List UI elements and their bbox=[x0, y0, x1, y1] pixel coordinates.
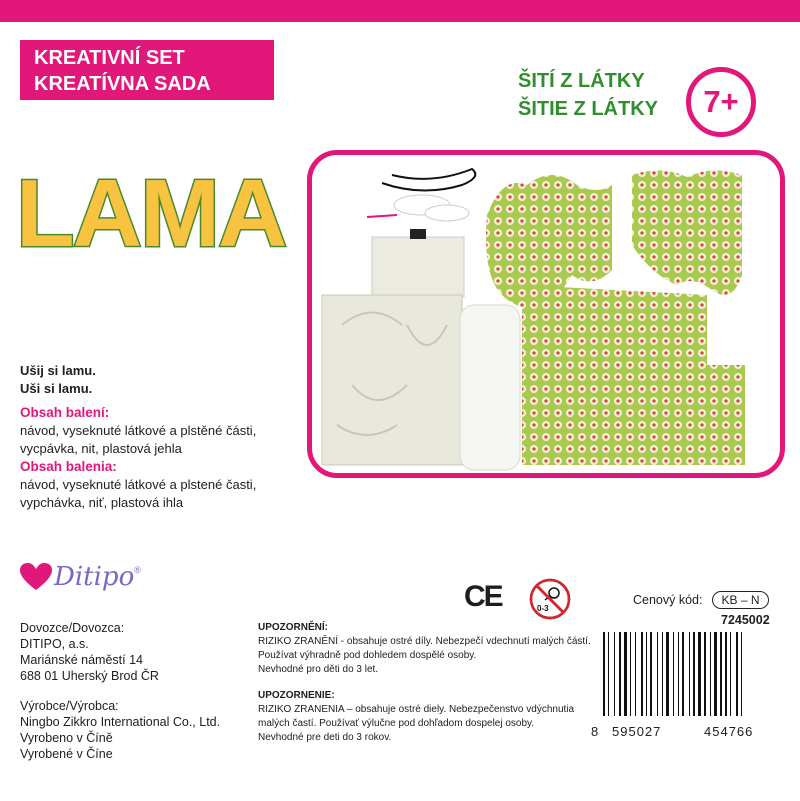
barcode-bar bbox=[646, 632, 647, 716]
product-title-text: LAMA bbox=[16, 160, 286, 260]
warning-heading-sk: UPOZORNENIE: bbox=[258, 690, 335, 701]
barcode-bar bbox=[666, 632, 669, 716]
brand-name: Ditipo bbox=[54, 562, 135, 592]
barcode-bar bbox=[710, 632, 711, 716]
barcode-bar bbox=[720, 632, 722, 716]
contents-cz-line1: návod, vyseknuté látkové a plstěné části, bbox=[20, 423, 257, 438]
ean-barcode bbox=[591, 632, 781, 724]
barcode-bar bbox=[714, 632, 717, 716]
barcode-bar bbox=[704, 632, 706, 716]
warning-heading-cz: UPOZORNĚNÍ: bbox=[258, 622, 328, 633]
tagline-cz: Ušij si lamu. bbox=[20, 363, 96, 378]
set-type-banner bbox=[20, 40, 274, 100]
price-code-box: KB – N bbox=[712, 591, 768, 609]
age-badge: 7+ bbox=[686, 67, 756, 137]
barcode-bar bbox=[698, 632, 701, 716]
not-for-under-3-icon bbox=[527, 576, 573, 622]
price-code bbox=[633, 591, 769, 609]
set-type-cz: KREATIVNÍ SET bbox=[34, 47, 185, 69]
importer-name: DITIPO, a.s. bbox=[20, 637, 89, 651]
barcode-bar bbox=[741, 632, 742, 716]
price-label: Cenový kód: bbox=[633, 593, 703, 607]
importer-city: 688 01 Uherský Brod ČR bbox=[20, 669, 159, 683]
barcode-bar bbox=[630, 632, 631, 716]
producer-info bbox=[20, 698, 220, 762]
importer-street: Mariánské náměstí 14 bbox=[20, 653, 143, 667]
safety-warnings bbox=[258, 621, 598, 745]
barcode-bar bbox=[673, 632, 674, 716]
barcode-digits-left: 595027 bbox=[612, 724, 662, 739]
heart-icon bbox=[20, 563, 52, 591]
barcode-bar bbox=[678, 632, 679, 716]
warning-sk-line3: Nevhodné pre deti do 3 rokov. bbox=[258, 732, 392, 743]
contents-sk-line2: vypchávka, niť, plastová ihla bbox=[20, 495, 184, 510]
warning-cz-line2: Používat výhradně pod dohledem dospělé osoby. bbox=[258, 650, 477, 661]
warning-sk-line2: malých častí. Používať výlučne pod dohľadom dospelej osoby. bbox=[258, 718, 535, 729]
set-type-sk: KREATÍVNA SADA bbox=[34, 73, 211, 95]
contents-cz-line2: vycpávka, nit, plastová jehla bbox=[20, 441, 182, 456]
barcode-digits-right: 454766 bbox=[704, 724, 754, 739]
warning-cz-line1: RIZIKO ZRANĚNÍ - obsahuje ostré díly. Nebezpečí vdechnutí malých částí. bbox=[258, 636, 591, 647]
barcode-bar bbox=[614, 632, 615, 716]
top-pink-band bbox=[0, 0, 800, 22]
importer-label: Dovozce/Dovozca: bbox=[20, 621, 125, 635]
barcode-bar bbox=[725, 632, 727, 716]
producer-label: Výrobce/Výrobca: bbox=[20, 699, 119, 713]
barcode-bar bbox=[650, 632, 652, 716]
warning-sk-line1: RIZIKO ZRANENIA – obsahuje ostré diely. Nebezpečenstvo vdýchnutia bbox=[258, 704, 575, 715]
barcode-bar bbox=[641, 632, 643, 716]
contents-sk-line1: návod, vyseknuté látkové a plstené časti, bbox=[20, 477, 257, 492]
barcode-bar bbox=[693, 632, 695, 716]
contents-heading-sk: Obsah balenia: bbox=[20, 459, 117, 474]
barcode-bar bbox=[608, 632, 609, 716]
barcode-bar bbox=[624, 632, 627, 716]
barcode-bar bbox=[689, 632, 690, 716]
contents-heading-cz: Obsah balení: bbox=[20, 405, 110, 420]
ce-mark: CE bbox=[464, 580, 502, 613]
barcode-bar bbox=[662, 632, 663, 716]
barcode-bar bbox=[730, 632, 731, 716]
barcode-digit-lead: 8 bbox=[591, 724, 600, 739]
producer-name: Ningbo Zikkro International Co., Ltd. bbox=[20, 715, 221, 729]
barcode-bar bbox=[635, 632, 636, 716]
activity-title bbox=[518, 67, 658, 123]
age-warning-label: 0-3 bbox=[537, 604, 549, 613]
activity-title-sk: ŠITIE Z LÁTKY bbox=[518, 98, 658, 120]
product-contents-photo bbox=[307, 150, 785, 478]
barcode-bar bbox=[603, 632, 605, 716]
tagline-sk: Uši si lamu. bbox=[20, 381, 93, 396]
warning-cz-line3: Nevhodné pro děti do 3 let. bbox=[258, 664, 379, 675]
product-code: 7245002 bbox=[721, 613, 770, 627]
activity-title-cz: ŠITÍ Z LÁTKY bbox=[518, 70, 645, 92]
kit-contents-illustration bbox=[312, 155, 780, 473]
barcode-bar bbox=[619, 632, 621, 716]
origin-sk: Vyrobené v Číne bbox=[20, 747, 113, 761]
barcode-bar bbox=[682, 632, 684, 716]
origin-cz: Vyrobeno v Číně bbox=[20, 731, 113, 745]
barcode-bar bbox=[657, 632, 658, 716]
brand-logo bbox=[20, 562, 141, 592]
registered-mark: ® bbox=[134, 565, 141, 575]
product-title bbox=[12, 160, 302, 260]
barcode-bar bbox=[736, 632, 738, 716]
product-description bbox=[20, 362, 310, 512]
importer-info bbox=[20, 620, 159, 684]
